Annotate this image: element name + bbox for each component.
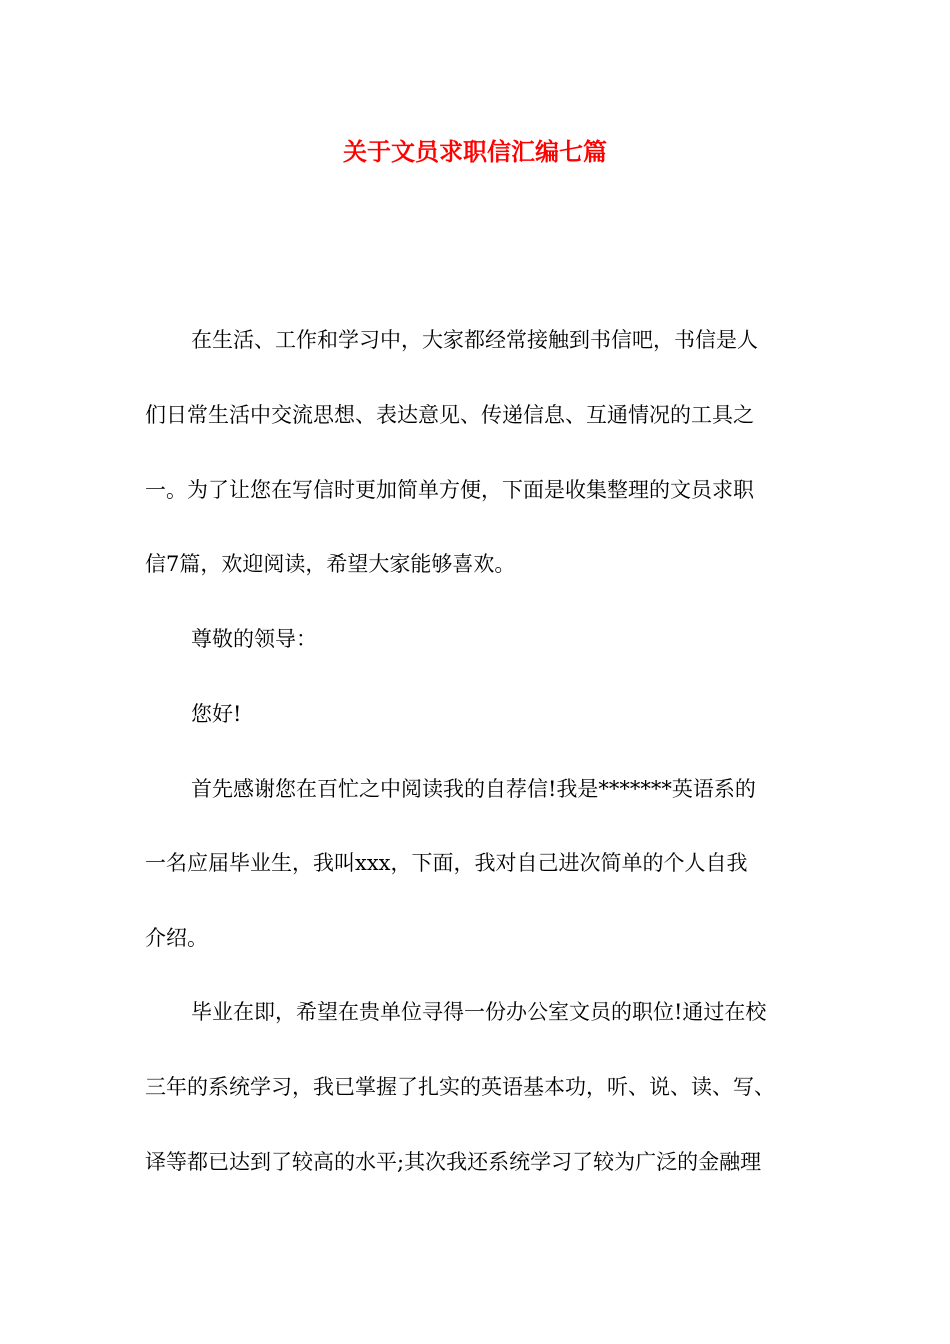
paragraph-line: 们日常生活中交流思想、表达意见、传递信息、互通情况的工具之	[145, 403, 754, 427]
paragraph-line: 介绍。	[145, 926, 208, 950]
paragraph-line: 三年的系统学习，我已掌握了扎实的英语基本功，听、说、读、写、	[145, 1075, 775, 1099]
document-title: 关于文员求职信汇编七篇	[343, 137, 607, 166]
greeting-line: 您好!	[191, 702, 242, 726]
paragraph-line: 一名应届毕业生，我叫xxx，下面，我对自己进次简单的个人自我	[145, 851, 748, 875]
salutation-line: 尊敬的领导：	[191, 627, 317, 651]
paragraph-line: 一。为了让您在写信时更加简单方便，下面是收集整理的文员求职	[145, 478, 754, 502]
paragraph-line: 信7篇，欢迎阅读，希望大家能够喜欢。	[145, 552, 516, 576]
paragraph-line: 译等都已达到了较高的水平;其次我还系统学习了较为广泛的金融理	[145, 1150, 762, 1174]
paragraph-line: 首先感谢您在百忙之中阅读我的自荐信!我是*******英语系的	[191, 777, 756, 801]
paragraph-line: 毕业在即，希望在贵单位寻得一份办公室文员的职位!通过在校	[191, 1000, 767, 1024]
paragraph-line: 在生活、工作和学习中，大家都经常接触到书信吧，书信是人	[191, 328, 758, 352]
